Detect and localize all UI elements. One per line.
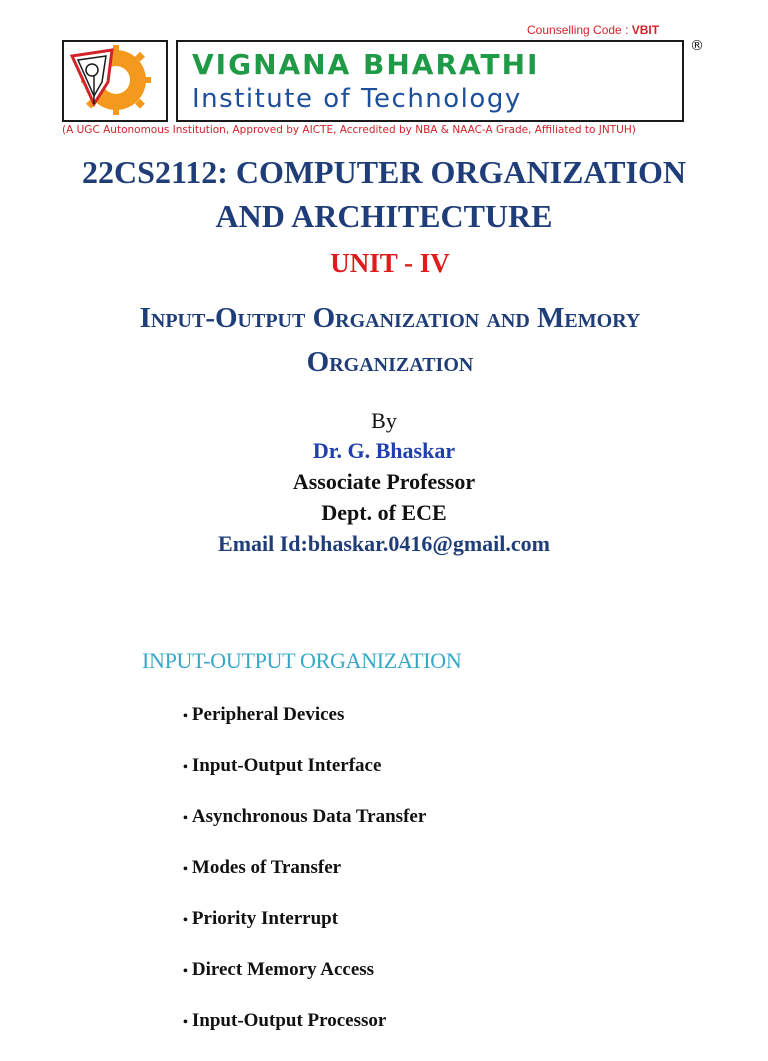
counselling-code-value: VBIT	[631, 23, 660, 37]
unit-title	[0, 296, 768, 384]
topic-label: Asynchronous Data Transfer	[191, 806, 427, 827]
course-title-line2: AND ARCHITECTURE	[215, 198, 553, 234]
institute-header	[0, 0, 768, 145]
topic-label: Priority Interrupt	[191, 908, 339, 929]
bullet-icon: •	[183, 913, 188, 928]
bullet-icon: •	[183, 1015, 188, 1030]
course-title-line1: 22CS2112: COMPUTER ORGANIZATION	[82, 154, 686, 190]
institute-name-box	[176, 40, 684, 122]
bullet-icon: •	[183, 709, 188, 724]
topic-label: Direct Memory Access	[191, 959, 375, 980]
list-item	[183, 908, 426, 959]
topic-label: Input-Output Processor	[191, 1010, 387, 1031]
institute-subtitle: Institute of Technology	[192, 84, 522, 114]
author-designation: Associate Professor	[292, 469, 476, 494]
institute-logo	[62, 40, 168, 122]
bullet-icon: •	[183, 862, 188, 877]
topic-label: Input-Output Interface	[191, 755, 382, 776]
list-item	[183, 959, 426, 1010]
list-item	[183, 806, 426, 857]
author-email: Email Id:bhaskar.0416@gmail.com	[218, 531, 550, 556]
author-name: Dr. G. Bhaskar	[312, 438, 456, 463]
bullet-icon: •	[183, 964, 188, 979]
counselling-code	[527, 23, 659, 37]
unit-title-line1: Input-Output Organization and Memory	[139, 302, 641, 334]
institute-name: VIGNANA BHARATHI	[192, 48, 540, 81]
registered-mark: ®	[690, 38, 704, 54]
topic-list	[183, 704, 426, 1061]
author-department: Dept. of ECE	[321, 500, 447, 525]
list-item	[183, 755, 426, 806]
bullet-icon: •	[183, 811, 188, 826]
list-item	[183, 857, 426, 908]
logo-emblem-icon	[64, 42, 166, 120]
topic-label: Peripheral Devices	[191, 704, 345, 725]
affiliation-text: (A UGC Autonomous Institution, Approved by AICTE, Accredited by NBA & NAAC-A Grade, Affiliated to JNTUH)	[62, 124, 636, 136]
topic-label: Modes of Transfer	[191, 857, 342, 878]
unit-label: UNIT - IV	[330, 248, 450, 278]
unit-title-line2: Organization	[306, 346, 474, 378]
list-item	[183, 1010, 426, 1061]
list-item	[183, 704, 426, 755]
by-label: By	[371, 408, 397, 433]
bullet-icon: •	[183, 760, 188, 775]
counselling-label: Counselling Code :	[527, 23, 632, 37]
section-heading: INPUT-OUTPUT ORGANIZATION	[142, 648, 462, 673]
course-title	[0, 150, 768, 238]
